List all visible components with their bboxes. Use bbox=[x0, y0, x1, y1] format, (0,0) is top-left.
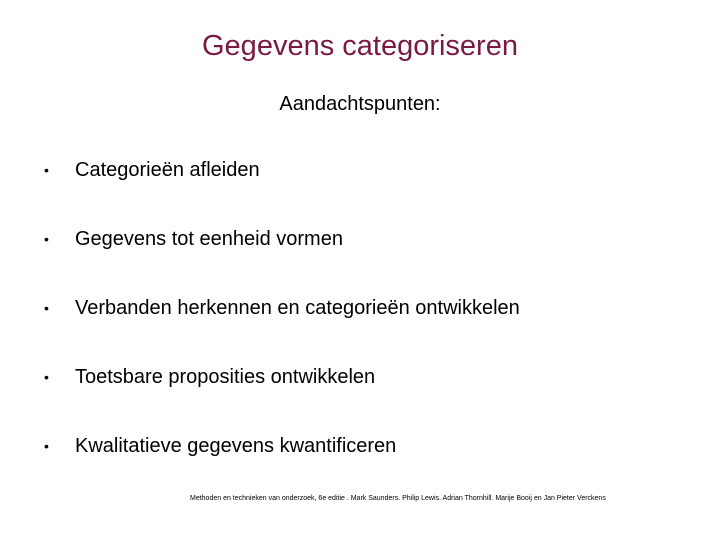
footer-citation: Methoden en technieken van onderzoek, 6e editie . Mark Saunders. Philip Lewis. Adrian Thornhill. Marije Booij en Jan Pieter Verckens bbox=[190, 495, 606, 502]
slide-title: Gegevens categoriseren bbox=[202, 30, 518, 62]
bullet-text: Verbanden herkennen en categorieën ontwikkelen bbox=[75, 297, 520, 319]
bullet-item bbox=[44, 152, 520, 221]
bullet-list bbox=[44, 152, 520, 497]
bullet-item bbox=[44, 221, 520, 290]
bullet-icon: • bbox=[44, 162, 49, 178]
bullet-item bbox=[44, 428, 520, 497]
bullet-icon: • bbox=[44, 369, 49, 385]
bullet-icon: • bbox=[44, 300, 49, 316]
bullet-text: Toetsbare proposities ontwikkelen bbox=[75, 366, 376, 388]
bullet-item bbox=[44, 359, 520, 428]
slide-subtitle: Aandachtspunten: bbox=[279, 93, 441, 115]
bullet-text: Categorieën afleiden bbox=[75, 159, 260, 181]
bullet-item bbox=[44, 290, 520, 359]
bullet-text: Kwalitatieve gegevens kwantificeren bbox=[75, 435, 397, 457]
bullet-icon: • bbox=[44, 438, 49, 454]
bullet-icon: • bbox=[44, 231, 49, 247]
bullet-text: Gegevens tot eenheid vormen bbox=[75, 228, 343, 250]
